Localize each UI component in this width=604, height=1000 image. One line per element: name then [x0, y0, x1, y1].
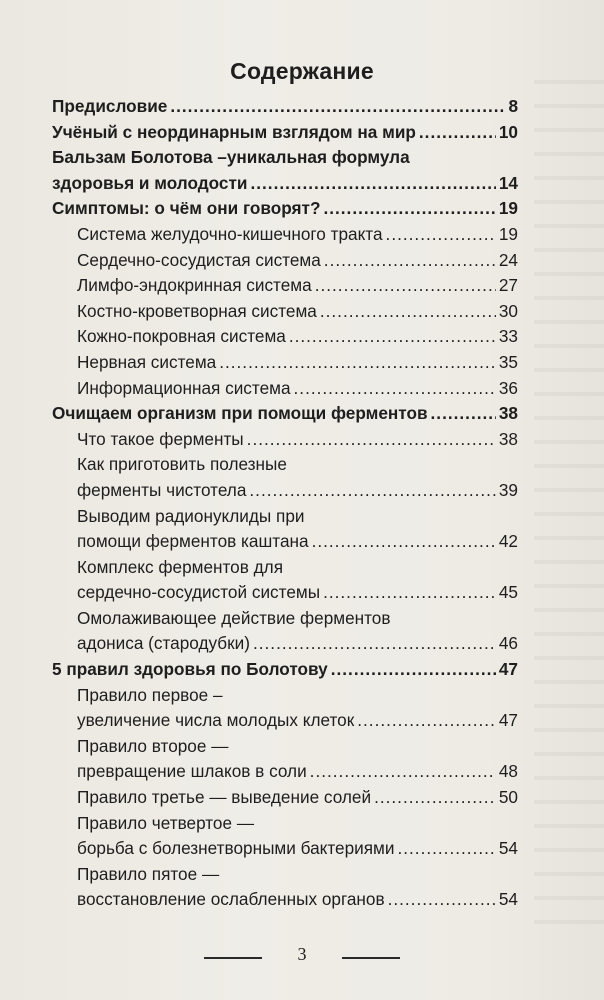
- toc-subsection-entry: [52, 324, 518, 350]
- toc-dot-leader: [323, 580, 496, 606]
- toc-page-number: 36: [498, 377, 518, 398]
- page-title: Содержание: [230, 58, 374, 84]
- toc-dot-leader: [310, 759, 496, 785]
- toc-page-number: 35: [498, 351, 518, 372]
- toc-entry-title: Учёный с неординарным взглядом на мир: [52, 121, 416, 142]
- toc-section-entry: [52, 401, 518, 427]
- toc-subsection-entry: [52, 273, 518, 299]
- toc-entry-title: Выводим радионуклиды при: [77, 505, 305, 526]
- footer-rule-left: [204, 957, 262, 959]
- toc-dot-leader: [388, 887, 496, 913]
- toc-page-number: 33: [498, 326, 518, 347]
- toc-page-number: 42: [498, 531, 518, 552]
- toc-page-number: 30: [498, 300, 518, 321]
- toc-dot-leader: [247, 427, 496, 453]
- toc-section-entry: [52, 657, 518, 683]
- toc-dot-leader: [331, 657, 496, 683]
- toc-entry-title: Как приготовить полезные: [77, 454, 287, 475]
- toc-entry-title: Симптомы: о чём они говорят?: [52, 198, 321, 219]
- toc-section-entry: [52, 120, 518, 146]
- toc-dot-leader: [323, 196, 495, 222]
- toc-page-number: 10: [498, 121, 518, 142]
- toc-entry-title: Комплекс ферментов для: [77, 556, 283, 577]
- toc-dot-leader: [419, 120, 496, 146]
- toc-entry-title: Правило первое –: [77, 684, 223, 705]
- toc-entry-title: Бальзам Болотова –уникальная формула: [52, 147, 410, 168]
- toc-subsection-entry: [52, 836, 518, 862]
- toc-subsection-entry: [52, 580, 518, 606]
- toc-subsection-entry: [52, 708, 518, 734]
- toc-section-entry: [52, 145, 518, 171]
- toc-page-number: 19: [498, 198, 518, 219]
- toc-entry-title: Лимфо-эндокринная система: [77, 275, 312, 296]
- toc-entry-title: 5 правил здоровья по Болотову: [52, 659, 328, 680]
- toc-dot-leader: [289, 324, 496, 350]
- toc-subsection-entry: [52, 862, 518, 888]
- toc-page-number: 8: [508, 96, 518, 116]
- toc-subsection-entry: [52, 631, 518, 657]
- toc-page-number: 14: [498, 172, 518, 193]
- toc-dot-leader: [320, 299, 496, 325]
- toc-page-number: 54: [498, 838, 518, 859]
- toc-dot-leader: [386, 222, 496, 248]
- toc-page-number: 50: [498, 787, 518, 808]
- toc-dot-leader: [219, 350, 496, 376]
- page-number: 3: [297, 944, 307, 964]
- toc-subsection-entry: [52, 452, 518, 478]
- toc-page-number: 24: [498, 249, 518, 270]
- toc-entry-title: адониса (стародубки): [77, 633, 250, 654]
- toc-entry-title: борьба с болезнетворными бактериями: [77, 838, 395, 859]
- toc-entry-title: восстановление ослабленных органов: [77, 889, 385, 910]
- toc-page-number: 48: [498, 761, 518, 782]
- toc-page-number: 47: [498, 710, 518, 731]
- toc-subsection-entry: [52, 222, 518, 248]
- toc-entry-title: Предисловие: [52, 96, 168, 116]
- toc-dot-leader: [431, 401, 496, 427]
- toc-subsection-entry: [52, 529, 518, 555]
- toc-entry-title: Правило третье — выведение солей: [77, 787, 372, 808]
- toc-subsection-entry: [52, 427, 518, 453]
- toc-dot-leader: [294, 376, 496, 402]
- toc-entry-title: здоровья и молодости: [52, 172, 248, 193]
- toc-subsection-entry: [52, 734, 518, 760]
- toc-page-number: 45: [498, 582, 518, 603]
- toc-dot-leader: [253, 631, 496, 657]
- toc-subsection-entry: [52, 759, 518, 785]
- toc-subsection-entry: [52, 683, 518, 709]
- toc-entry-title: увеличение числа молодых клеток: [77, 710, 355, 731]
- toc-subsection-entry: [52, 350, 518, 376]
- toc-entry-title: Что такое ферменты: [77, 428, 244, 449]
- toc-page-number: 19: [498, 223, 518, 244]
- toc-dot-leader: [249, 478, 495, 504]
- toc-section-entry: [52, 196, 518, 222]
- toc-dot-leader: [250, 171, 495, 197]
- toc-dot-leader: [374, 785, 496, 811]
- toc-subsection-entry: [52, 606, 518, 632]
- toc-dot-leader: [170, 94, 505, 120]
- toc-subsection-entry: [52, 504, 518, 530]
- table-of-contents: [52, 94, 518, 913]
- toc-entry-title: Правило пятое —: [77, 863, 220, 884]
- bleed-through-shadow: [534, 60, 604, 940]
- toc-subsection-entry: [52, 785, 518, 811]
- toc-subsection-entry: [52, 478, 518, 504]
- toc-entry-title: помощи ферментов каштана: [77, 531, 309, 552]
- toc-entry-title: Омолаживающее действие ферментов: [77, 607, 391, 628]
- toc-subsection-entry: [52, 299, 518, 325]
- toc-subsection-entry: [52, 887, 518, 913]
- toc-entry-title: Нервная система: [77, 351, 217, 372]
- toc-page-number: 54: [498, 889, 518, 910]
- toc-dot-leader: [312, 529, 496, 555]
- toc-entry-title: превращение шлаков в соли: [77, 761, 307, 782]
- toc-page-number: 38: [498, 428, 518, 449]
- toc-section-entry: [52, 171, 518, 197]
- toc-entry-title: Сердечно-сосудистая система: [77, 249, 321, 270]
- toc-entry-title: Правило четвертое —: [77, 812, 255, 833]
- toc-entry-title: ферменты чистотела: [77, 479, 247, 500]
- toc-page-number: 39: [498, 479, 518, 500]
- toc-entry-title: Очищаем организм при помощи ферментов: [52, 403, 428, 424]
- toc-subsection-entry: [52, 555, 518, 581]
- page-footer: [0, 940, 604, 970]
- toc-dot-leader: [315, 273, 496, 299]
- toc-dot-leader: [324, 248, 496, 274]
- toc-entry-title: сердечно-сосудистой системы: [77, 582, 321, 603]
- toc-entry-title: Правило второе —: [77, 735, 229, 756]
- toc-entry-title: Кожно-покровная система: [77, 326, 286, 347]
- footer-rule-right: [342, 957, 400, 959]
- toc-section-entry: [52, 94, 518, 120]
- toc-page-number: 46: [498, 633, 518, 654]
- toc-entry-title: Информационная система: [77, 377, 291, 398]
- toc-page-number: 38: [498, 403, 518, 424]
- toc-entry-title: Система желудочно-кишечного тракта: [77, 223, 383, 244]
- toc-subsection-entry: [52, 248, 518, 274]
- toc-page-number: 47: [498, 659, 518, 680]
- toc-subsection-entry: [52, 811, 518, 837]
- toc-page-number: 27: [498, 275, 518, 296]
- toc-dot-leader: [397, 836, 495, 862]
- toc-dot-leader: [357, 708, 496, 734]
- toc-subsection-entry: [52, 376, 518, 402]
- toc-entry-title: Костно-кроветворная система: [77, 300, 317, 321]
